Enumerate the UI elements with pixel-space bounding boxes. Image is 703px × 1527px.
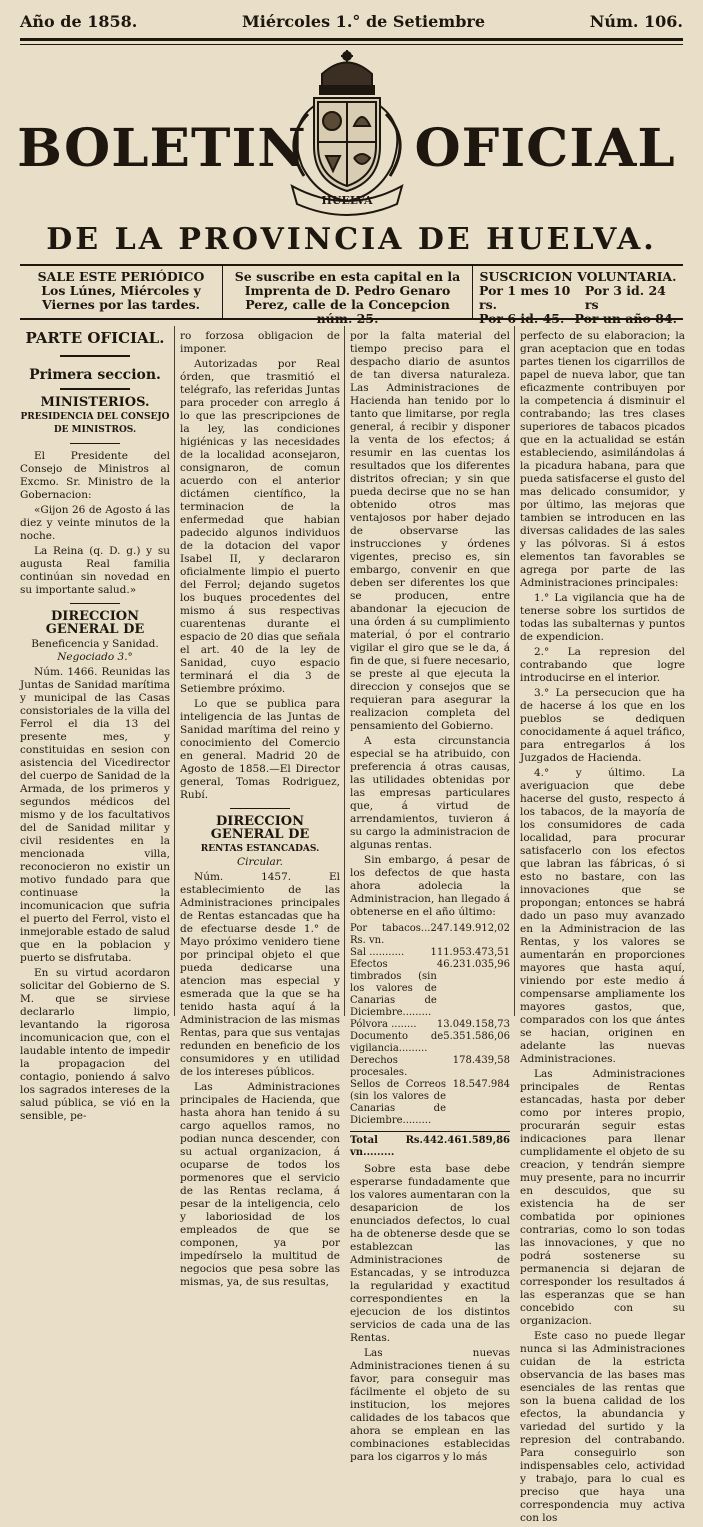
column-1 — [20, 328, 170, 1125]
section-heading-parte-oficial: PARTE OFICIAL. — [25, 329, 165, 347]
price-one-month: Por 1 mes 10 rs. — [479, 283, 571, 312]
list-item: 4.° y último. La averiguacion que debe hacerse del gusto, respecto á los tabacos, de la mayoría de los consumidores de cada localidad, para procurar satisfacerlo con los efectos que labran las fábricas, ó si esto no bastare, con las innovaciones que se propongan; entonces se habrá dado un paso muy avanzado en la Administracion de las Rentas, y los valores se aumentarán en proporciones mayores que hasta aquí, viniendo por este medio á compensarse ampliamente los mayores gastos, que, comparados con los que ántes se hacian, originen en adelante las nuevas Administraciones. — [520, 767, 685, 1065]
schedule-heading: SALE ESTE PERIÓDICO — [37, 269, 205, 284]
column-3 — [350, 328, 510, 1466]
paragraph: Este caso no puede llegar nunca si las Administraciones cuidan de la estricta observancia de las bases mas esenciales de las rentas que son la buena calidad de los efectos, la abundancia y variedad del surtido y la represion del contrabando. Para conseguirlo son indispensables celo, actividad y trabajo, para lo cual es preciso que haya una correspondencia muy activa con los — [520, 1330, 685, 1524]
price-six-months: Por 6 id. 45. — [479, 311, 565, 326]
row-value: 111.953.473,51 — [430, 947, 510, 958]
row-value: 178.439,58 — [452, 1055, 510, 1066]
paragraph: Las Administraciones principales de Rentas estancadas, hasta por deber como por interes propio, procurarán seguir estas indicaciones para llenar cumplidamente el objeto de su creacion, y tendrán siempre muy presente, para no incurrir en descuidos, que su existencia ha de ser combatida por opiniones contrarias, como lo son todas las innovaciones, y que no podrá sostenerse su permanencia si dejaran de corresponder los resultados á las esperanzas que se han concebido con su organizacion. — [520, 1068, 685, 1327]
table-row — [350, 959, 510, 1019]
list-item: 1.° La vigilancia que ha de tenerse sobre los surtidos de todas las subalternas y puntos de expendicion. — [520, 592, 685, 643]
subscription-heading: SUSCRICION VOLUNTARIA. — [479, 269, 677, 284]
total-value: 442.461.589,86 — [423, 1135, 510, 1146]
paragraph: Las Administraciones principales de Hacienda, que hasta ahora han tenido á su cargo aquellos ramos, no podian nunca descender, con su actual organizacion, á ocuparse de todos los pormenores que el servicio de las Rentas reclama, á pesar de la inteligencia, celo y laboriosidad de los empleados de que se componen, ya por impedírselo la multitud de negocios que pesa sobre las mismas, ya, de sus resultas, — [180, 1081, 340, 1288]
year-label: Año de 1858. — [20, 11, 138, 31]
crest-ribbon-label: HUELVA — [321, 194, 373, 207]
masthead-rule-thin — [20, 44, 683, 45]
issue-number: Núm. 106. — [589, 11, 683, 31]
row-value: 46.231.035,96 — [436, 959, 510, 970]
date-label: Miércoles 1.° de Setiembre — [242, 11, 485, 31]
row-label: Pólvora ........ — [350, 1019, 417, 1030]
total-label: Total Rs. vn......... — [350, 1135, 424, 1158]
negociado-label: Negociado 3.° — [57, 651, 133, 663]
title-right: OFICIAL — [414, 118, 676, 179]
paragraph: En su virtud acordaron solicitar del Gobierno de S. M. que se sirviese declararlo limpio, levantando la rigorosa incomunicacion que, con el laudable intento de impedir la propagacion del contagio, poniendo á salvo los sagrados intereses de la salud pública, se vió en la sensible, pe- — [20, 967, 170, 1122]
masthead-rule — [20, 38, 683, 41]
paragraph: Lo que se publica para inteligencia de las Juntas de Sanidad marítima del reino y conocimiento del Comercio en general. Madrid 20 de Agosto de 1858.—El Director general, Tomas Rodriguez, Rubí. — [180, 698, 340, 801]
divider — [70, 443, 120, 444]
divider — [60, 355, 130, 357]
price-one-year: Por un año 84. — [574, 311, 677, 326]
divider — [70, 603, 120, 604]
row-label: Por tabacos... Rs. vn. — [350, 923, 431, 946]
column-4 — [520, 328, 685, 1527]
newspaper-subtitle: DE LA PROVINCIA DE HUELVA. — [46, 222, 657, 257]
heading-direccion-general: DIRECCION GENERAL DE — [45, 609, 145, 637]
row-label: Efectos timbrados (sin los valores de Canarias de Diciembre......... — [350, 959, 437, 1018]
table-row — [350, 1031, 510, 1055]
heading-presidencia: PRESIDENCIA DEL CONSEJO DE MINISTROS. — [20, 412, 170, 435]
paragraph: La Reina (q. D. g.) y su augusta Real familia continúan sin novedad en su importante salud.» — [20, 545, 170, 596]
paragraph: perfecto de su elaboracion; la gran aceptacion que en todas partes tienen los cigarrillos de papel de nueva labor, que tan eficazmente contribuyen por la competencia á disminuir el contrabando; las tres clases superiores de tabacos picados que en la actualidad se están estableciendo, asimilándolas á la picadura habana, para que pueda satisfacerse el gusto del mas delicado consumidor, y por último, las mejoras que tambien se introducen en las diversas calidades de las sales y las pólvoras. Si á estos elementos tan favorables se agrega por parte de las Administraciones principales: — [520, 330, 685, 589]
column-2 — [180, 328, 340, 1291]
paragraph: Núm. 1466. Reunidas las Juntas de Sanidad marítima y municipal de las Casas consistoriales de la villa del Ferrol el dia 13 del presente mes, y constituidas en sesion con asistencia del Vicedirector del cuerpo de Sanidad de la Armada, de los primeros y segundos médicos del mismo y de los facultativos del de Sanidad militar y civil residentes en la mencionada villa, reconocieron no existir un motivo fundado para que continuase la incomunicacion que sufria el puerto del Ferrol, visto el inmejorable estado de salud que en la poblacion y puerto se disfrutaba. — [20, 666, 171, 964]
paragraph: El Presidente del Consejo de Ministros al Excmo. Sr. Ministro de la Gobernacion: — [20, 450, 170, 501]
row-label: Sellos de Correos (sin los valores de Canarias de Diciembre......... — [350, 1079, 446, 1126]
row-value: 247.149.912,02 — [430, 923, 510, 934]
row-value: 5.351.586,06 — [443, 1031, 510, 1042]
paragraph: A esta circunstancia especial se ha atribuido, con preferencia á otras causas, las utilidades obtenidas por las empresas particulares que, á virtud de arrendamientos, tuvieron á su cargo la administracion de algunas rentas. — [350, 735, 510, 851]
column-divider — [174, 326, 175, 1016]
circular-label: Circular. — [237, 856, 283, 868]
paragraph: Sobre esta base debe esperarse fundadamente que los valores aumentaran con la desaparicion de los enunciados defectos, lo cual ha de obtenerse desde que se establezcan las Administraciones de Estancadas, y se introduzca la regularidad y exactitud correspondientes en la ejecucion de los distintos servicios de cada una de las Rentas. — [350, 1163, 510, 1344]
list-item: 3.° La persecucion que ha de hacerse á los que en los pueblos se dediquen conocidamente á aquel tráfico, para entregarlos á los Juzgados de Hacienda. — [520, 687, 685, 764]
publication-info-box — [20, 264, 683, 326]
paragraph: Las nuevas Administraciones tienen á su favor, para conseguir mas fácilmente el objeto de su institucion, los mejores calidades de los tabacos que ahora se emplean en las combinaciones establecidas para los cigarros y lo más — [350, 1347, 510, 1463]
subscription-place: Se suscribe en esta capital en la Imprenta de D. Pedro Genaro Perez, calle de la Concepcion núm. 25. — [223, 266, 473, 318]
divider — [230, 808, 290, 809]
heading-rentas-estancadas: RENTAS ESTANCADAS. — [200, 844, 320, 854]
coat-of-arms-icon — [262, 46, 432, 218]
row-label: Derechos procesales. — [350, 1055, 408, 1078]
list-item: 2.° La represion del contrabando que logre introducirse en el interior. — [520, 646, 685, 684]
schedule-info — [20, 266, 223, 318]
paragraph: Autorizadas por Real órden, que trasmitió el telégrafo, las referidas Juntas para proceder con arreglo á lo que las prescripciones de la ley, las condiciones higiénicas y las necesidades de la localidad aconsejaron, consignaron, de comun acuerdo con el anterior dictámen científico, la terminacion de la enfermedad que habian padecido algunos individuos de la dotacion del vapor Isabel II, y declararon oficialmente limpio el puerto del Ferrol; dejando sugetos los buques procedentes del mismo á sus respectivas cuarentenas durante el espacio de 20 dias que señala el art. 40 de la ley de Sanidad, cuyo espacio terminará el dia 3 de Setiembre próximo. — [180, 358, 340, 695]
table-row — [350, 947, 510, 959]
row-value: 18.547.984 — [452, 1079, 510, 1090]
dateline — [20, 8, 683, 34]
row-label: Documento de vigilancia......... — [350, 1031, 444, 1054]
paragraph: Núm. 1457. El establecimiento de las Administraciones principales de Rentas estancadas que ha de efectuarse desde 1.° de Mayo próximo venidero tiene por principal objeto el que pueda dedicarse una atencion mas especial y esmerada que la que se ha tenido hasta aquí á la Administracion de las mismas Rentas, para que sus ventajas redunden en beneficio de los consumidores y en utilidad de los intereses públicos. — [180, 871, 340, 1078]
price-three-months: Por 3 id. 24 rs — [584, 283, 666, 312]
column-divider — [514, 326, 515, 1016]
table-total-row — [350, 1131, 510, 1159]
paragraph: ro forzosa obligacion de imponer. — [180, 330, 340, 355]
paragraph: por la falta material del tiempo preciso para el despacho diario de asuntos de tan diversa naturaleza. Las Administraciones de Hacienda han tenido por lo tanto que limitarse, por regla general, á recibir y disponer la venta de los efectos; á resumir en las cuentas los resultados que los diferentes distritos ofrecian; y sin que pueda decirse que no se han obtenido otros mas ventajosos por haber dejado de observarse las instrucciones y órdenes vigentes, preciso es, sin embargo, convenir en que deben ser diferentes los que se producen, entre abandonar la ejecucion de una órden á su cumplimiento material, ó por el contrario vigilar el giro que se le da, á fin de que, si fuere necesario, se preste al que ejecuta la direccion y consejos que se requieran para asegurar la realizacion completa del pensamiento del Gobierno. — [350, 330, 510, 732]
divider — [60, 388, 130, 390]
title-left: BOLETIN — [17, 118, 307, 179]
column-divider — [344, 326, 345, 1016]
paragraph: Sin embargo, á pesar de los defectos de que hasta ahora adolecia la Administracion, han llegado á obtenerse en el año último: — [350, 854, 510, 918]
heading-ministerios: MINISTERIOS. — [40, 395, 150, 410]
table-row — [350, 1019, 510, 1031]
heading-beneficencia: Beneficencia y Sanidad. — [31, 638, 159, 650]
subscription-prices — [473, 266, 683, 326]
row-value: 13.049.158,73 — [436, 1019, 510, 1030]
table-row — [350, 923, 510, 947]
schedule-body: Los Lúnes, Miércoles y Viernes por las tardes. — [41, 283, 201, 312]
row-label: Sal ........... — [350, 947, 405, 958]
revenue-table — [350, 923, 510, 1159]
heading-direccion-general: DIRECCION GENERAL DE — [210, 814, 310, 842]
section-heading-primera: Primera seccion. — [29, 367, 161, 383]
paragraph: «Gijon 26 de Agosto á las diez y veinte minutos de la noche. — [20, 504, 170, 542]
table-row — [350, 1079, 510, 1127]
table-row — [350, 1055, 510, 1079]
